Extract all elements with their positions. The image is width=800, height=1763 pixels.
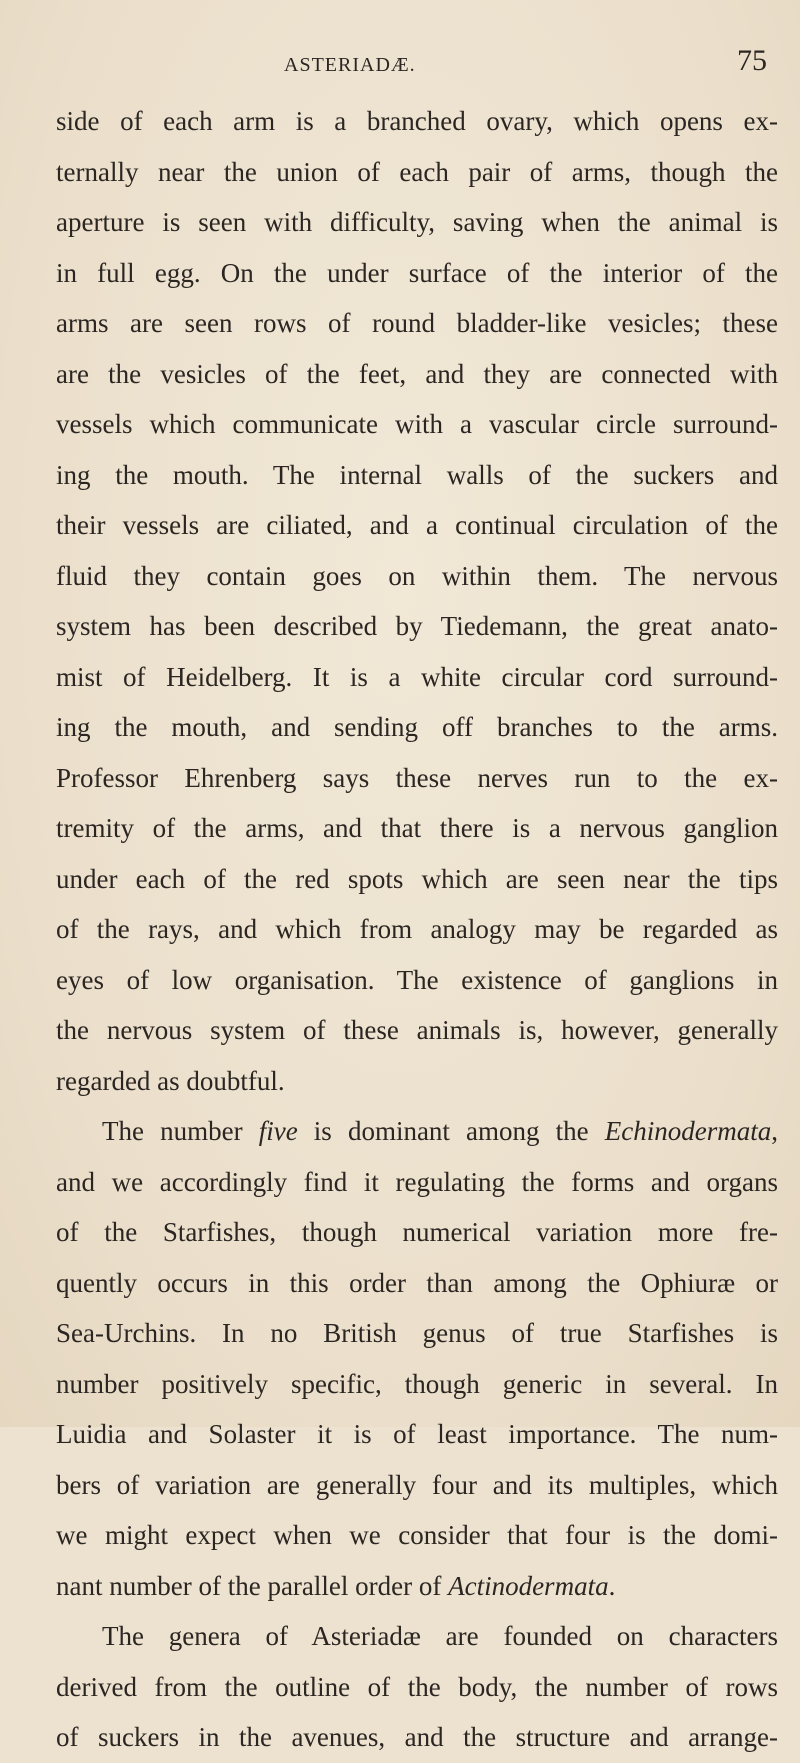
text-line: bers of variation are generally four and its multiples, which xyxy=(56,1469,778,1500)
text-line: side of each arm is a branched ovary, which opens ex- xyxy=(56,106,778,136)
body-text xyxy=(56,96,778,1763)
text-line: we might expect when we consider that four is the domi- xyxy=(56,1520,778,1550)
text-line: aperture is seen with difficulty, saving when the animal is xyxy=(56,207,778,237)
text-line-paragraph-end: nant number of the parallel order of Actinodermata. xyxy=(56,1570,616,1601)
text-line: ing the mouth. The internal walls of the suckers and xyxy=(56,459,778,490)
text-line: system has been described by Tiedemann, the great anato- xyxy=(56,611,778,641)
text-line: of the rays, and which from analogy may be regarded as xyxy=(56,914,778,944)
text-line-paragraph-start: The genera of Asteriadæ are founded on characters xyxy=(102,1621,778,1651)
text-line: Sea-Urchins. In no British genus of true Starfishes is xyxy=(56,1318,778,1348)
text-line: eyes of low organisation. The existence of ganglions in xyxy=(56,964,778,995)
text-line: are the vesicles of the feet, and they are connected with xyxy=(56,358,778,389)
text-line: ternally near the union of each pair of arms, though the xyxy=(56,156,778,187)
running-title: ASTERIADÆ. xyxy=(284,54,416,76)
text-line: derived from the outline of the body, the number of rows xyxy=(56,1671,778,1702)
running-head xyxy=(0,44,800,80)
text-line: quently occurs in this order than among the Ophiuræ or xyxy=(56,1267,778,1298)
text-line: and we accordingly find it regulating the forms and organs xyxy=(56,1166,778,1197)
text-line: arms are seen rows of round bladder-like vesicles; these xyxy=(56,308,778,338)
text-line: ing the mouth, and sending off branches to the arms. xyxy=(56,712,778,742)
text-line: vessels which communicate with a vascular circle surround- xyxy=(56,409,778,439)
text-line: Luidia and Solaster it is of least importance. The num- xyxy=(56,1419,778,1449)
text-line: in full egg. On the under surface of the interior of the xyxy=(56,257,778,288)
page-number: 75 xyxy=(737,44,767,77)
text-line: fluid they contain goes on within them. The nervous xyxy=(56,560,778,591)
text-line-paragraph-end: regarded as doubtful. xyxy=(56,1065,285,1096)
text-line: under each of the red spots which are seen near the tips xyxy=(56,863,778,894)
text-line-paragraph-start: The number five is dominant among the Echinodermata, xyxy=(102,1116,779,1146)
text-line: tremity of the arms, and that there is a nervous ganglion xyxy=(56,813,778,843)
text-line: Professor Ehrenberg says these nerves run to the ex- xyxy=(56,762,778,793)
text-line: number positively specific, though generic in several. In xyxy=(56,1368,778,1399)
text-line: mist of Heidelberg. It is a white circular cord surround- xyxy=(56,661,778,692)
text-line: their vessels are ciliated, and a continual circulation of the xyxy=(56,510,778,540)
text-line: the nervous system of these animals is, however, generally xyxy=(56,1015,778,1045)
text-line: of suckers in the avenues, and the structure and arrange- xyxy=(56,1722,778,1752)
text-line: of the Starfishes, though numerical variation more fre- xyxy=(56,1217,778,1247)
